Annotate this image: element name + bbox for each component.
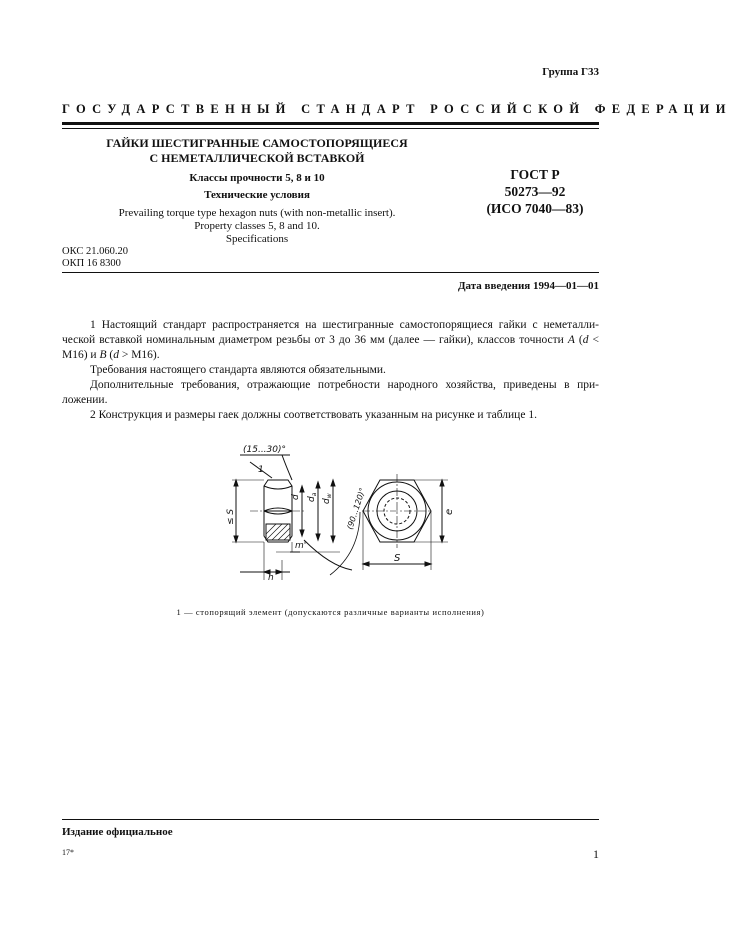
angle-label-bottom: (90...120)° bbox=[345, 486, 368, 531]
dim-s: S bbox=[394, 553, 401, 564]
nut-chamfer-top bbox=[264, 486, 292, 489]
oks-code: ОКС 21.060.20 bbox=[62, 246, 128, 257]
title-en-line3: Specifications bbox=[225, 233, 289, 245]
p1-class-a: A bbox=[567, 334, 575, 346]
title-ru-classes: Классы прочности 5, 8 и 10 bbox=[189, 172, 325, 184]
dim-e: e bbox=[444, 508, 455, 515]
title-en-line2: Property classes 5, 8 and 10. bbox=[194, 220, 320, 232]
footer-rule bbox=[62, 819, 599, 820]
dim-d: d bbox=[291, 494, 301, 500]
doc-number-line3: (ИСО 7040—83) bbox=[486, 201, 584, 216]
dim-da: $d_a$ bbox=[307, 492, 318, 502]
title-en-line1: Prevailing torque type hexagon nuts (with non-metallic insert). bbox=[118, 207, 396, 219]
date-of-introduction: Дата введения 1994—01—01 bbox=[457, 280, 599, 292]
title-ru-line2: С НЕМЕТАЛЛИЧЕСКОЙ ВСТАВКОЙ bbox=[149, 151, 365, 165]
official-edition: Издание официальное bbox=[62, 826, 173, 838]
p1-d1: d bbox=[582, 334, 589, 346]
dim-dw: $d_w$ bbox=[322, 493, 333, 504]
p1-text-b: ( bbox=[574, 334, 583, 346]
angle-label-top: (15...30)° bbox=[243, 445, 287, 455]
callout-1: 1 bbox=[258, 465, 264, 475]
footnote-mark: 17* bbox=[62, 848, 74, 857]
group-code: Группа Г33 bbox=[542, 66, 599, 78]
p1-d2: d bbox=[113, 349, 119, 361]
p1-text-a: 1 Настоящий стандарт распространяется на шестигранные самостопорящиеся гайки с неметалли-ческой вставкой номинальным диаметром резьбы от 3 до 36 мм (далее — гайки), классов точности bbox=[62, 319, 599, 346]
page-number: 1 bbox=[593, 847, 599, 861]
p1-text-f: > М16). bbox=[118, 349, 160, 361]
p1-text-c: < М16) и bbox=[62, 334, 599, 361]
okp-code: ОКП 16 8300 bbox=[62, 258, 121, 269]
figure-caption: 1 — стопорящий элемент (допускаются различные варианты исполнения) bbox=[176, 607, 485, 617]
p1-text-e: ( bbox=[106, 349, 114, 361]
dim-m: m' bbox=[295, 541, 307, 551]
dim-h: h bbox=[268, 573, 274, 583]
paragraph-3: Дополнительные требования, отражающие потребности народного хозяйства, приведены в при-ложении. bbox=[62, 379, 599, 406]
title-ru-conditions: Технические условия bbox=[204, 189, 310, 201]
doc-number-line1: ГОСТ Р bbox=[510, 167, 560, 182]
p1-class-b: B bbox=[99, 349, 107, 361]
doc-number-line2: 50273—92 bbox=[504, 184, 566, 199]
dim-s-side: ≤ S bbox=[226, 508, 236, 525]
paragraph-2: Требования настоящего стандарта являются обязательными. bbox=[90, 364, 386, 376]
paragraph-4: 2 Конструкция и размеры гаек должны соответствовать указанным на рисунке и таблице 1. bbox=[90, 409, 537, 421]
title-ru-line1: ГАЙКИ ШЕСТИГРАННЫЕ САМОСТОПОРЯЩИЕСЯ bbox=[106, 136, 408, 150]
state-standard-header: ГОСУДАРСТВЕННЫЙ СТАНДАРТ РОССИЙСКОЙ ФЕДЕРАЦИИ bbox=[62, 102, 732, 116]
